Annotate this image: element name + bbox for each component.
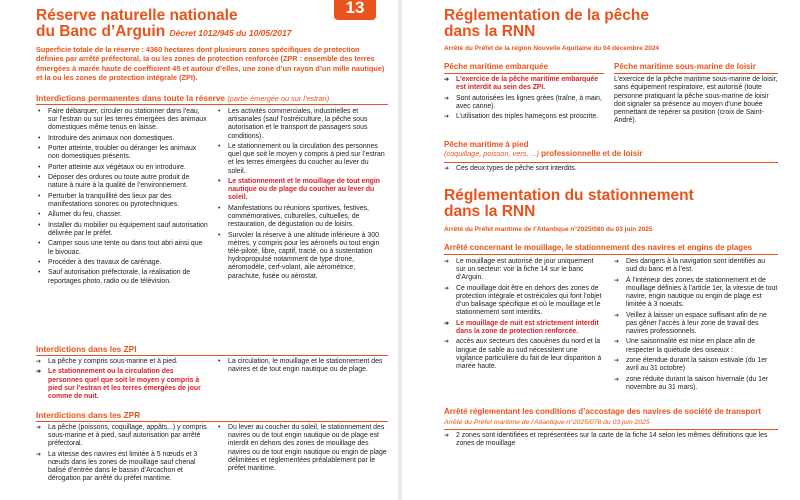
section-zpr-title: Interdictions dans les ZPR — [36, 410, 141, 420]
permanent-list-col2 — [216, 108, 388, 283]
list-item: • La circulation, le mouillage et le stationnement des navires et de tout engin nautique ou de plage. — [216, 358, 388, 374]
list-item: ➔ La pêche y compris sous-marine et à pied. — [36, 358, 208, 366]
stationnement-decree: Arrêté du Préfet maritime de l’Atlantique n°2025/080 du 03 juin 2025 — [444, 226, 653, 233]
section-permanent-note: (partie émergée ou sur l’estran) — [227, 94, 330, 103]
section-permanent-label: Interdictions permanentes dans toute la réserve — [36, 93, 226, 103]
list-item: ➔ Une saisonnalité est mise en place afin de respecter la quiétude des oiseaux : — [614, 338, 778, 354]
list-item: • Les activités commerciales, industrielles et artisanales (sauf l’ostréiculture, la pêche sous autorisation et le transport de passagers sous conditions). — [216, 108, 388, 141]
peche-title-line1: Réglementation de la pêche — [444, 7, 649, 24]
list-item: ➔ Le mouillage est autorisé de jour uniquement sur un secteur: voir la fiche 14 sur le banc d’Arguin. — [444, 258, 604, 283]
reserve-title-line2: du Banc d’Arguin — [36, 23, 166, 40]
list-item: ➔ zone réduite durant la saison hivernale (du 1er novembre au 31 mars). — [614, 376, 778, 392]
list-item: ➔ L’exercice de la pêche maritime embarquée est interdit au sein des ZPI. — [444, 76, 604, 92]
reserve-title-line1: Réserve naturelle nationale — [36, 7, 238, 24]
mouillage-list-col2 — [614, 258, 778, 394]
list-item: ➔ À l’intérieur des zones de stationnement et de mouillage définies à l’article 1er, la vitesse de tout navire, engin nautique ou engin de plage est limitée à 3 noeuds. — [614, 277, 778, 310]
mouillage-list-col1 — [444, 258, 604, 373]
divider — [444, 162, 778, 163]
reserve-intro: Superficie totale de la réserve : 4360 hectares dont plusieurs zones spécifiques de protection définies par arrêté préfectoral, la ou les zones de protection renforcée (ZPR : ensemble des terres émergées à marée haute de coefficient 45 et autour d’elles, une zone d’un rayon d’un mille nautique) et la ou les zones de protection intégrale (ZPI). — [36, 45, 385, 83]
list-item: ➔ Le stationnement ou la circulation des personnes quel que soit le moyen y compris à pied sur l’estran et les terres émergées de jour comme de nuit. — [36, 368, 208, 401]
right-page — [400, 0, 800, 500]
list-item: • Du lever au coucher du soleil, le stationnement des navires ou de tout engin nautique ou de plage est interdit en dehors des zones de mouillage des navires ou de tout engin nautique ou engin de plage délimitées et réglementées préalablement par le préfet maritime. — [216, 424, 388, 473]
list-item: • Camper sous une tente ou dans tout abri ainsi que le bivouac. — [36, 240, 208, 256]
stationnement-title — [444, 188, 784, 220]
zpr-list-col2 — [216, 424, 388, 475]
list-item: ➔ La vitesse des navires est limitée à 5 nœuds et 3 nœuds dans les zones de mouillage sauf chenal balisé d’entrée dans le bassin d’Arcachon et dérogation par arrêté du préfet maritime. — [36, 451, 208, 484]
permanent-list-col1 — [36, 108, 208, 288]
list-item: • Allumer du feu, chasser. — [36, 211, 208, 219]
divider — [36, 355, 388, 356]
embarquee-title: Pêche maritime embarquée — [444, 62, 549, 71]
list-item: • Le stationnement et le mouillage de tout engin nautique ou de plage du coucher au lever du soleil. — [216, 178, 388, 203]
list-item: ➔ La pêche (poissons, coquillage, appâts...) y compris sous-marine et à pied, sauf autorisation par arrêté préfectoral. — [36, 424, 208, 449]
list-item: ➔ zone étendue durant la saison estivale (du 1er avril au 31 octobre) — [614, 357, 778, 373]
divider — [444, 73, 604, 74]
peche-decree: Arrêté du Préfet de la région Nouvelle Aquitaine du 04 décembre 2024 — [444, 45, 660, 52]
pied-title-label: Pêche maritime à pied — [444, 140, 529, 149]
mouillage-title: Arrêté concernant le mouillage, le stationnement des navires et engins de plages — [444, 243, 753, 252]
list-item: ➔ 2 zones sont identifiées et représentées sur la carte de la fiche 14 selon les mêmes définitions que les zones de mouillage — [444, 432, 774, 448]
list-item: • Déposer des ordures ou toute autre produit de nature à nuire à la qualité de l’environnement. — [36, 174, 208, 190]
list-item: ➔ Le mouillage de nuit est strictement interdit dans la zone de protection renforcée. — [444, 320, 604, 336]
list-item: • Procéder à des travaux de carénage. — [36, 259, 208, 267]
list-item: • Porter atteinte, troubler ou déranger les animaux non domestiques présents. — [36, 145, 208, 161]
stationnement-title-line2: dans la RNN — [444, 203, 536, 220]
list-item: • Perturber la tranquillité des lieux par des manifestations sonores ou pyrotechniques. — [36, 193, 208, 209]
divider — [444, 429, 778, 430]
list-item: ➔ Ce mouillage doit être en dehors des zones de protection intégrale et ostréicoles qui font l’objet d’un balisage spécifique et où le mouillage et le stationnement sont interdits. — [444, 285, 604, 318]
peche-title — [444, 8, 774, 40]
list-item: ➔ Veillez à laisser un espace suffisant afin de ne pas gêner l’accès à leur zone de travail des navires professionnels. — [614, 312, 778, 337]
list-item: ➔ Sont autorisées les lignes grées (traîne, à main, avec canne). — [444, 95, 604, 111]
list-item: • Porter atteinte aux végétaux ou en introduire. — [36, 164, 208, 172]
list-item: • Introduire des animaux non domestiques. — [36, 135, 208, 143]
divider — [36, 421, 388, 422]
page-number-badge: 13 — [334, 0, 376, 20]
stationnement-title-line1: Réglementation du stationnement — [444, 187, 694, 204]
reserve-title — [36, 8, 336, 41]
list-item: ➔ Ces deux types de pêche sont interdits. — [444, 165, 774, 173]
list-item: • Le stationnement ou la circulation des personnes quel que soit le moyen y compris à pied sur l’estran et les terres émergées du coucher au lever du soleil. — [216, 143, 388, 176]
pied-note: (coquillage, poisson, vers, ...) — [444, 149, 539, 158]
sous-marine-text: L’exercice de la pêche maritime sous-marine de loisir, sans équipement respiratoire, est autorisé (toute personne pratiquant la pêche sous-marine de loisir doit signaler sa présence au moyen d’une bouée permettant de repérer sa position (croix de Saint-André). — [614, 76, 778, 125]
divider — [36, 104, 388, 105]
section-permanent-title — [36, 93, 388, 104]
embarquee-list — [444, 76, 604, 124]
list-item: ➔ Des dangers à la navigation sont identifiés au sud du banc et à l’est. — [614, 258, 778, 274]
reserve-decree: Décret 1012/945 du 10/05/2017 — [169, 28, 292, 38]
accostage-title: Arrêté réglementant les conditions d’accostage des navires de société de transport — [444, 407, 761, 416]
pied-tail: professionnelle et de loisir — [541, 149, 643, 158]
section-zpi-title: Interdictions dans les ZPI — [36, 344, 137, 354]
list-item: • Installer du mobilier ou équipement sauf autorisation délivrée par le préfet. — [36, 222, 208, 238]
zpi-list-col1 — [36, 358, 208, 403]
accostage-decree: Arrêté du Préfet maritime de l’Atlantique n°2025/078 du 03 juin 2025 — [444, 419, 650, 426]
list-item: ➔ L’utilisation des triples hameçons est proscrite. — [444, 113, 604, 121]
divider — [614, 73, 778, 74]
list-item: • Sauf autorisation préfectorale, la réalisation de reportages photo, radio ou de télévision. — [36, 269, 208, 285]
divider — [444, 254, 778, 255]
list-item: ➔ accès aux secteurs des caouènes du nord et la langue de sable au sud nécessitent une vigilance particulière du fait de leur disparition à marée haute. — [444, 338, 604, 371]
zpi-list-col2 — [216, 358, 388, 377]
peche-title-line2: dans la RNN — [444, 23, 536, 40]
pied-title — [444, 140, 784, 158]
zpr-list-col1 — [36, 424, 208, 486]
list-item: • Survoler la réserve à une altitude inférieure à 300 mètres, y compris pour les aéronefs ou tout engin télé-piloté, libre, captif, tracté, ou à sustentation hydropropulsé notamment de type drone, aéromodèle, cerf-volant, aile aérométrice, parachute, fusée ou aérostat. — [216, 232, 388, 281]
pied-list — [444, 165, 774, 175]
list-item: • Faire débarquer, circuler ou stationner dans l’eau, sur l’estran ou sur les terres émergées des animaux domestiques même tenus en laisse. — [36, 108, 208, 133]
sous-marine-title: Pêche maritime sous-marine de loisir — [614, 62, 756, 71]
list-item: • Manifestations ou réunions sportives, festives, commémoratives, culturelles, cultuelles, de restauration, de dégustation ou de loisirs. — [216, 205, 388, 230]
accostage-list — [444, 432, 774, 451]
